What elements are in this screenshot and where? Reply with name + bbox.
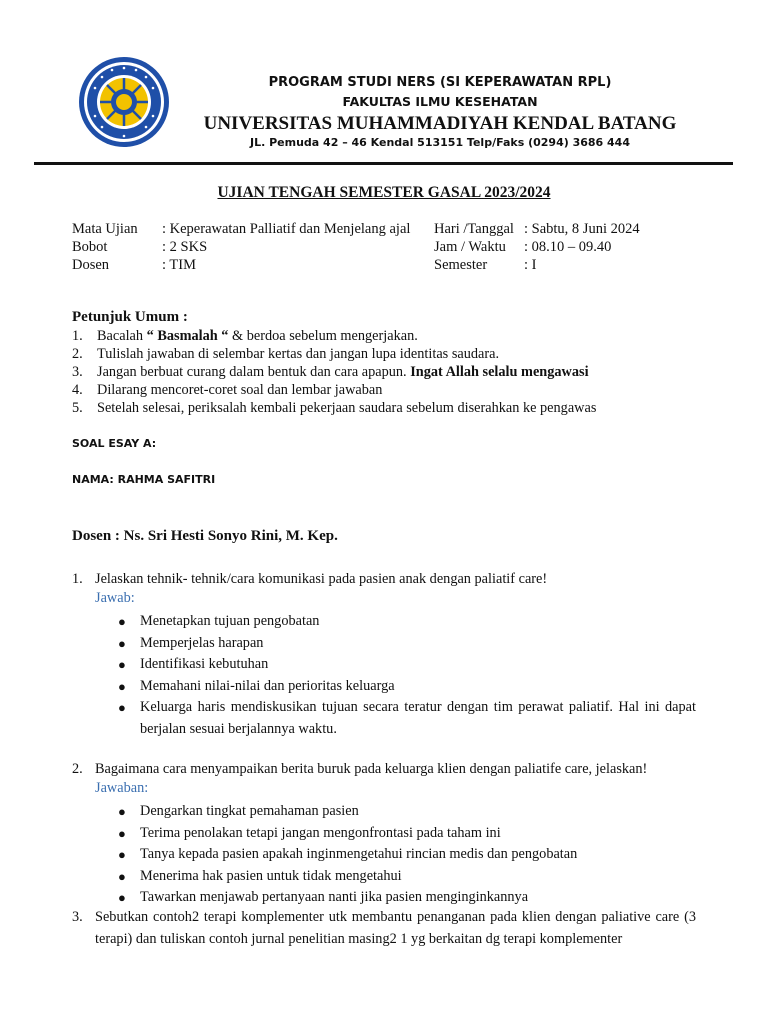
- list-number: 3.: [72, 364, 83, 380]
- list-text: & berdoa sebelum mengerjakan.: [228, 328, 418, 344]
- info-label: Mata Ujian: [72, 221, 138, 237]
- answer-1-list: [0, 611, 768, 740]
- student-name: NAMA: RAHMA SAFITRI: [72, 473, 216, 486]
- list-item: [72, 363, 712, 381]
- question-text: Sebutkan contoh2 terapi komplementer utk membantu penanganan pada klien dengan paliative care (3 terapi) dan tuliskan contoh jurnal penelitian masing2 1 yg berkaitan dg terapi komplementer: [95, 909, 696, 947]
- info-label: Jam / Waktu: [434, 239, 506, 255]
- bullet-icon: ●: [118, 635, 126, 651]
- list-text-bold: “ Basmalah “: [146, 328, 229, 344]
- info-value: : I: [524, 257, 537, 273]
- list-item: [0, 823, 768, 845]
- bullet-icon: ●: [118, 614, 126, 629]
- info-label: Hari /Tanggal: [434, 221, 514, 237]
- header-divider: [34, 162, 733, 165]
- answer-text: Memahani nilai-nilai dan perioritas keluarga: [140, 677, 395, 694]
- info-right-labels: [434, 220, 514, 274]
- list-text: Tulislah jawaban di selembar kertas dan jangan lupa identitas saudara.: [97, 346, 500, 362]
- info-value: : 2 SKS: [162, 239, 208, 255]
- list-number: 2.: [72, 346, 83, 362]
- list-text-bold: Ingat Allah selalu mengawasi: [410, 364, 589, 380]
- header-address: JL. Pemuda 42 – 46 Kendal 513151 Telp/Faks (0294) 3686 444: [250, 136, 630, 149]
- answer-text: Keluarga haris mendiskusikan tujuan secara teratur dengan tim perawat paliatif. Hal ini dapat berjalan sesuai berjalannya waktu.: [140, 699, 696, 737]
- list-text: Setelah selesai, periksalah kembali pekerjaan saudara sebelum diserahkan ke pengawas: [97, 400, 597, 416]
- info-left-labels: [72, 220, 138, 274]
- answer-text: Menerima hak pasien untuk tidak mengetahui: [140, 867, 402, 884]
- question-number: 3.: [72, 909, 83, 925]
- list-item: [72, 345, 712, 363]
- bullet-icon: ●: [118, 890, 126, 905]
- question-number: 2.: [72, 761, 83, 777]
- bullet-icon: ●: [118, 868, 126, 884]
- exam-title: UJIAN TENGAH SEMESTER GASAL 2023/2024: [217, 184, 551, 201]
- header-faculty: FAKULTAS ILMU KESEHATAN: [342, 94, 538, 109]
- answer-2-list: [0, 801, 768, 909]
- info-value: : TIM: [162, 257, 196, 273]
- list-item: [0, 633, 768, 655]
- info-label: Dosen: [72, 257, 110, 273]
- answer-text: Tawarkan menjawab pertanyaan nanti jika pasien menginginkannya: [140, 889, 529, 905]
- lecturer-line: Dosen : Ns. Sri Hesti Sonyo Rini, M. Kep.: [72, 528, 338, 544]
- answer-label: Jawab:: [95, 590, 135, 606]
- bullet-icon: ●: [118, 825, 126, 841]
- list-item: [72, 327, 712, 345]
- list-item: [0, 801, 768, 823]
- bullet-icon: ●: [118, 700, 126, 715]
- info-value: : Keperawatan Palliatif dan Menjelang ajal: [162, 221, 411, 237]
- question-text: Bagaimana cara menyampaikan berita buruk pada keluarga klien dengan paliatife care, jelaskan!: [95, 761, 648, 777]
- answer-text: Terima penolakan tetapi jangan mengonfrontasi pada taham ini: [140, 824, 501, 841]
- header-program: PROGRAM STUDI NERS (SI KEPERAWATAN RPL): [268, 75, 612, 90]
- list-item: [0, 654, 768, 676]
- header-university: UNIVERSITAS MUHAMMADIYAH KENDAL BATANG: [203, 113, 677, 134]
- list-item: [0, 676, 768, 698]
- instructions-title: Petunjuk Umum :: [72, 309, 188, 325]
- list-item: [72, 399, 712, 417]
- bullet-icon: ●: [118, 847, 126, 862]
- answer-text: Identifikasi kebutuhan: [140, 656, 269, 672]
- list-text: Bacalah: [97, 328, 147, 344]
- info-value: : 08.10 – 09.40: [524, 239, 612, 255]
- info-label: Semester: [434, 257, 488, 273]
- list-item: [0, 844, 768, 866]
- answer-text: Dengarkan tingkat pemahaman pasien: [140, 803, 359, 819]
- question-number: 1.: [72, 571, 83, 587]
- question-text: Jelaskan tehnik- tehnik/cara komunikasi pada pasien anak dengan paliatif care!: [95, 571, 548, 587]
- soal-label: SOAL ESAY A:: [72, 437, 157, 450]
- list-number: 1.: [72, 328, 83, 344]
- info-right-values: [524, 220, 640, 274]
- instructions-list: [72, 327, 712, 417]
- info-left-values: [162, 220, 410, 274]
- answer-text: Menetapkan tujuan pengobatan: [140, 613, 320, 629]
- list-item: [0, 866, 768, 888]
- answer-text: Memperjelas harapan: [140, 634, 264, 651]
- list-number: 5.: [72, 400, 83, 416]
- list-item: [0, 697, 768, 740]
- bullet-icon: ●: [118, 657, 126, 672]
- list-item: [0, 887, 768, 909]
- list-text: Jangan berbuat curang dalam bentuk dan cara apapun.: [97, 364, 411, 380]
- list-item: [72, 381, 712, 399]
- list-item: [0, 611, 768, 633]
- list-number: 4.: [72, 382, 83, 398]
- list-text: Dilarang mencoret-coret soal dan lembar jawaban: [97, 382, 383, 398]
- bullet-icon: ●: [118, 678, 126, 694]
- info-value: : Sabtu, 8 Juni 2024: [524, 221, 640, 237]
- bullet-icon: ●: [118, 804, 126, 819]
- answer-label: Jawaban:: [95, 780, 149, 796]
- answer-text: Tanya kepada pasien apakah inginmengetahui rincian medis dan pengobatan: [140, 846, 578, 862]
- info-label: Bobot: [72, 239, 108, 255]
